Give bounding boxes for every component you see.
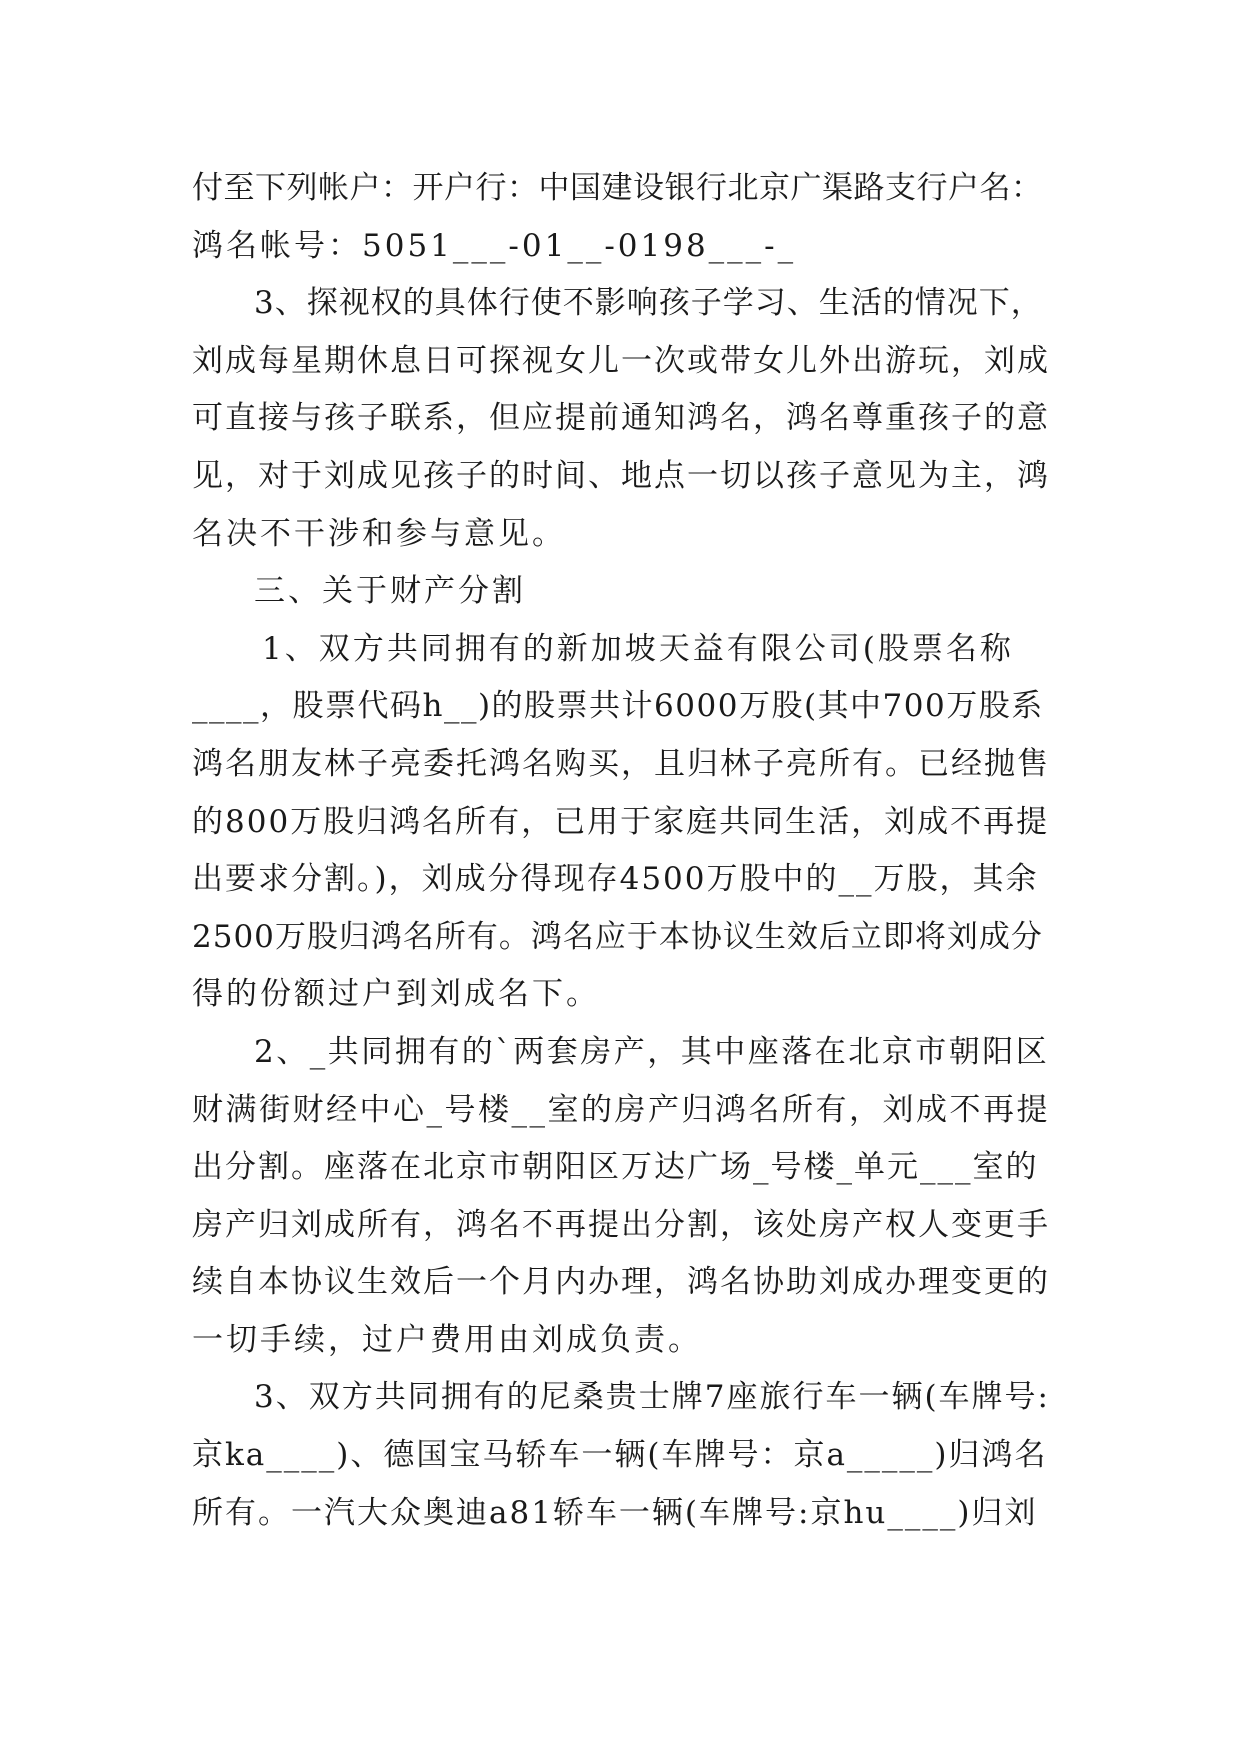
text-line: 所有。一汽大众奥迪a81轿车一辆(车牌号:京hu____)归刘 xyxy=(192,1494,1038,1531)
text-line: 名决不干涉和参与意见。 xyxy=(192,515,566,552)
document-body xyxy=(192,160,1052,1542)
clause-visitation: 3、探视权的具体行使不影响孩子学习、生活的情况下， xyxy=(254,285,1043,322)
text-line: 2500万股归鸿名所有。鸿名应于本协议生效后立即将刘成分 xyxy=(192,918,1043,955)
text-line: 京ka____)、德国宝马轿车一辆(车牌号：京a_____)归鸿名 xyxy=(192,1437,1048,1474)
text-line: 一切手续，过户费用由刘成负责。 xyxy=(192,1321,702,1358)
text-line: 出要求分割。)，刘成分得现存4500万股中的__万股，其余 xyxy=(192,861,1039,898)
text-line: 的800万股归鸿名所有，已用于家庭共同生活，刘成不再提 xyxy=(192,803,1050,840)
text-line: 得的份额过户到刘成名下。 xyxy=(192,976,600,1013)
text-line: 刘成每星期休息日可探视女儿一次或带女儿外出游玩，刘成 xyxy=(192,342,1050,379)
clause-real-estate: 2、_共同拥有的`两套房产，其中座落在北京市朝阳区 xyxy=(254,1033,1050,1070)
text-line: 出分割。座落在北京市朝阳区万达广场_号楼_单元___室的 xyxy=(192,1149,1039,1186)
text-line: ____，股票代码h__)的股票共计6000万股(其中700万股系 xyxy=(192,688,1044,725)
text-line: 财满街财经中心_号楼__室的房产归鸿名所有，刘成不再提 xyxy=(192,1091,1050,1128)
text-line: 可直接与孩子联系，但应提前通知鸿名，鸿名尊重孩子的意 xyxy=(192,400,1050,437)
text-line: 房产归刘成所有，鸿名不再提出分割，该处房产权人变更手 xyxy=(192,1206,1050,1243)
section-heading-property: 三、关于财产分割 xyxy=(254,573,526,610)
text-line: 鸿名帐号：5051___-01__-0198___-_ xyxy=(192,227,797,264)
clause-stocks: 1、双方共同拥有的新加坡天益有限公司(股票名称 xyxy=(262,630,1014,667)
text-line: 鸿名朋友林子亮委托鸿名购买，且归林子亮所有。已经抛售 xyxy=(192,745,1050,782)
clause-vehicles: 3、双方共同拥有的尼桑贵士牌7座旅行车一辆(车牌号: xyxy=(254,1379,1050,1416)
text-line: 见，对于刘成见孩子的时间、地点一切以孩子意见为主，鸿 xyxy=(192,457,1050,494)
text-line: 续自本协议生效后一个月内办理，鸿名协助刘成办理变更的 xyxy=(192,1264,1050,1301)
text-line: 付至下列帐户：开户行：中国建设银行北京广渠路支行户名： xyxy=(192,170,1043,206)
